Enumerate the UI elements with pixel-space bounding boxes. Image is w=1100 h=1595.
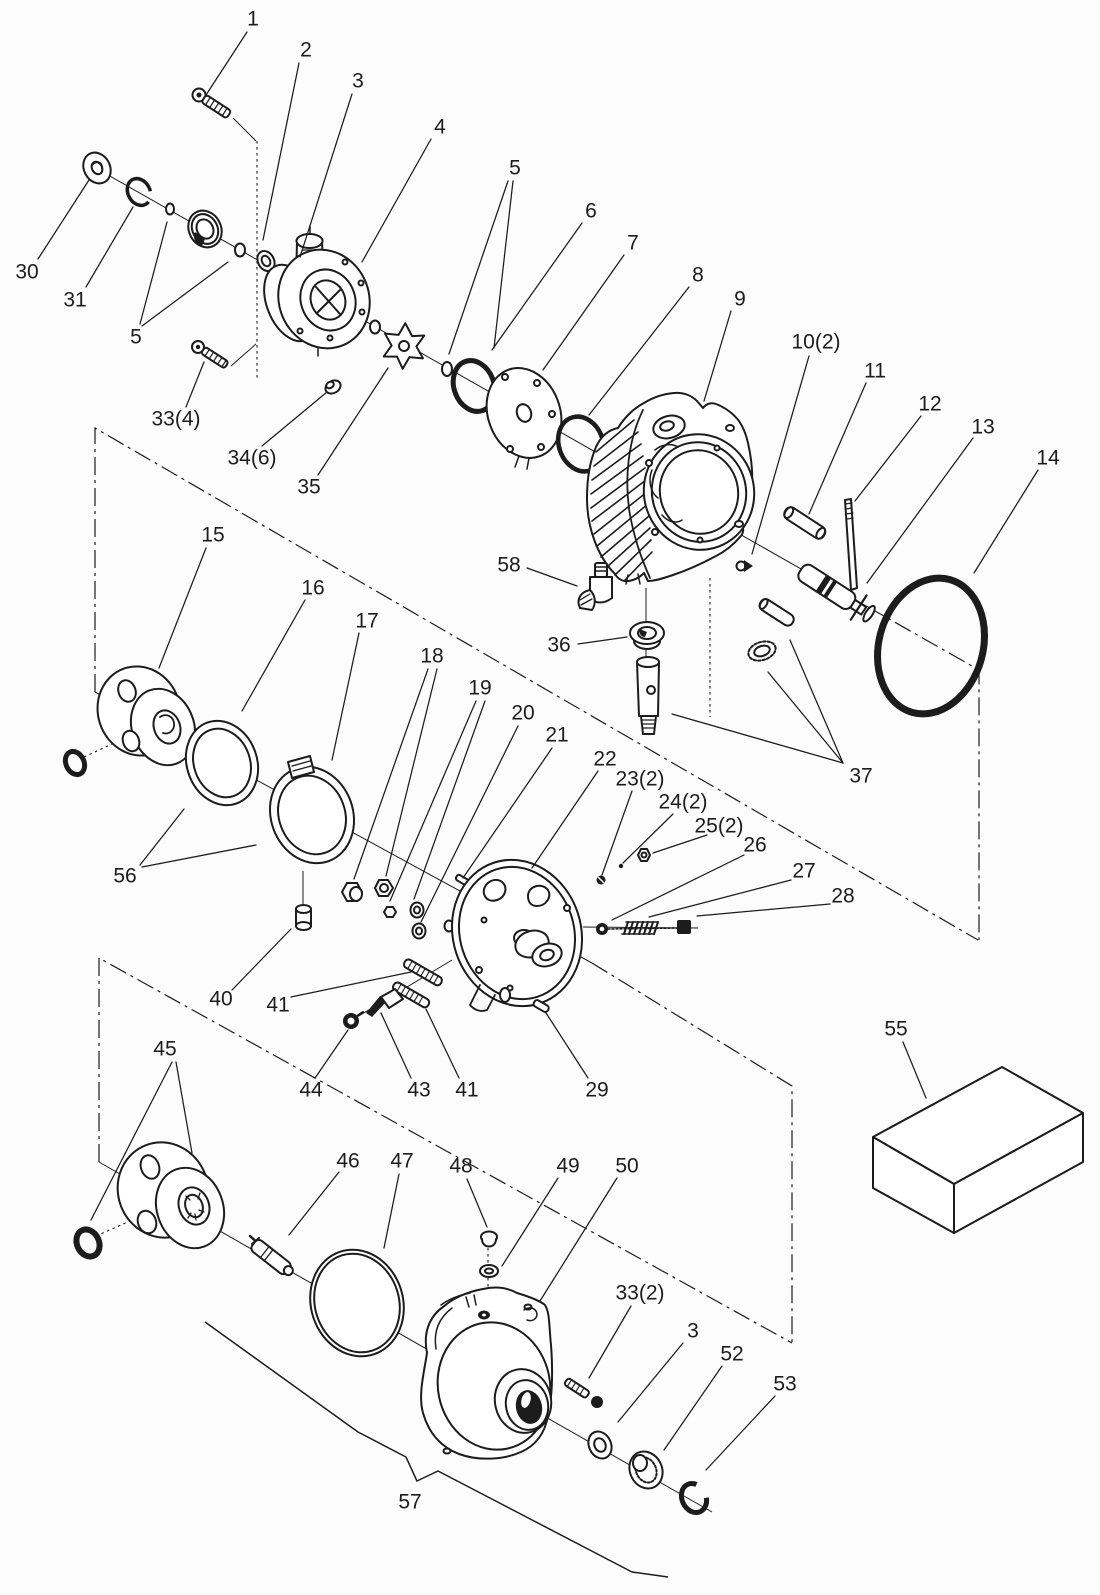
callout-8: 8 — [692, 263, 704, 287]
part-washer-37 — [746, 638, 778, 664]
part-hex-plug-18a — [342, 883, 362, 901]
part-bearing-2 — [182, 205, 228, 254]
leader-2 — [263, 63, 299, 240]
assembly-top — [78, 89, 1000, 735]
leader-37-2 — [790, 640, 843, 763]
callout-55: 55 — [884, 1017, 908, 1041]
callout-35: 35 — [297, 475, 321, 499]
part-plug-15a — [62, 748, 88, 777]
part-screw-33b — [564, 1378, 603, 1408]
callout-4: 4 — [434, 115, 446, 139]
callout-56: 56 — [113, 864, 137, 888]
dotted-line-3 — [84, 744, 112, 757]
callout-36: 36 — [547, 633, 571, 657]
leader-56-1 — [142, 845, 256, 867]
callout-24(2): 24(2) — [658, 790, 708, 814]
assembly-bottom — [72, 1130, 711, 1517]
leader-14 — [974, 470, 1038, 573]
part-rod-12 — [845, 499, 857, 590]
leader-15 — [159, 548, 206, 668]
leader-3 — [618, 1343, 683, 1422]
callout-7: 7 — [627, 231, 639, 255]
leader-29 — [546, 1013, 588, 1078]
leader-56 — [140, 809, 184, 865]
part-clamp-band-17 — [257, 755, 368, 875]
callout-3: 3 — [352, 69, 364, 93]
leader-25(2) — [653, 835, 707, 853]
leader-49 — [502, 1178, 558, 1266]
leader-58 — [527, 568, 577, 586]
leader-23(2) — [602, 791, 632, 875]
leader-37-1 — [768, 672, 843, 763]
callout-20: 20 — [511, 701, 535, 725]
leader-47 — [384, 1174, 399, 1248]
callout-44: 44 — [299, 1078, 323, 1102]
leader-5 — [140, 222, 167, 324]
part-plug-28 — [677, 920, 691, 934]
part-hex-bushing-18b — [375, 880, 393, 896]
callout-53: 53 — [773, 1372, 797, 1396]
part-pump-cover-4 — [254, 226, 385, 362]
callout-43: 43 — [407, 1078, 431, 1102]
callout-41: 41 — [455, 1078, 479, 1102]
leader-5-1 — [494, 181, 513, 348]
callout-23(2): 23(2) — [615, 767, 665, 791]
part-bearing-52 — [623, 1446, 668, 1494]
part-washer-19b — [411, 903, 424, 918]
part-ring-small-d — [442, 362, 452, 376]
callout-30: 30 — [15, 260, 39, 284]
callout-16: 16 — [301, 576, 325, 600]
callout-34(6): 34(6) — [227, 446, 277, 470]
leader-33(4) — [186, 362, 204, 407]
leader-46 — [289, 1172, 339, 1235]
part-plunger-37 — [637, 657, 659, 734]
leader-13 — [867, 438, 973, 583]
part-screw-33 — [192, 341, 229, 369]
part-bushing-40 — [296, 905, 311, 930]
leader-28 — [697, 904, 830, 916]
part-washer-3b — [584, 1428, 616, 1463]
callout-2: 2 — [300, 38, 312, 62]
callout-33(4): 33(4) — [151, 407, 201, 431]
leader-41 — [426, 1009, 459, 1078]
section-line-3 — [99, 958, 792, 1343]
part-bearing-36 — [630, 622, 664, 649]
part-nut-44 — [343, 1012, 363, 1029]
dotted-line-4 — [96, 1221, 130, 1236]
callout-21: 21 — [545, 723, 569, 747]
callout-48: 48 — [449, 1154, 473, 1178]
part-plug-10 — [737, 560, 754, 572]
leader-19-1 — [414, 701, 485, 899]
callout-6: 6 — [585, 199, 597, 223]
part-washer-30 — [78, 148, 116, 188]
callout-45: 45 — [153, 1037, 177, 1061]
leader-5 — [449, 181, 508, 354]
part-plug-45a — [72, 1226, 104, 1261]
part-washer-20 — [413, 924, 426, 939]
callout-5: 5 — [130, 325, 142, 349]
callout-15: 15 — [201, 523, 225, 547]
callout-27: 27 — [792, 859, 816, 883]
assembly-middle — [62, 655, 691, 1029]
part-housing-9 — [587, 393, 767, 584]
leader-36 — [578, 637, 627, 644]
callout-22: 22 — [593, 747, 617, 771]
leader-18 — [354, 669, 428, 879]
callout-17: 17 — [355, 609, 379, 633]
callout-28: 28 — [831, 884, 855, 908]
part-seal-ring-47 — [297, 1237, 418, 1368]
part-rear-cover-50 — [421, 1288, 562, 1461]
part-pin-10b — [757, 597, 795, 628]
leader-16 — [242, 600, 305, 711]
part-pin-11 — [782, 505, 828, 541]
leader-11 — [809, 383, 866, 514]
callout-11: 11 — [864, 359, 886, 383]
axis-line-6 — [231, 344, 256, 366]
callout-50: 50 — [615, 1154, 639, 1178]
leader-37 — [672, 714, 843, 763]
callout-33(2): 33(2) — [615, 1281, 665, 1305]
leader-9 — [704, 311, 731, 401]
part-snap-ring-53 — [677, 1479, 711, 1516]
part-screw-23 — [597, 876, 606, 885]
leader-26 — [612, 855, 744, 920]
callout-18: 18 — [420, 644, 444, 668]
callout-47: 47 — [390, 1149, 414, 1173]
leader-31 — [86, 207, 133, 287]
leader-19 — [390, 701, 476, 901]
callout-40: 40 — [209, 987, 233, 1011]
leader-53 — [706, 1396, 775, 1470]
part-plug-48 — [481, 1232, 497, 1247]
part-ring-31 — [123, 174, 156, 209]
part-nut-19a — [384, 907, 396, 917]
part-gerotor-35 — [378, 320, 430, 372]
leader-12 — [855, 416, 921, 501]
leader-48 — [467, 1179, 487, 1227]
part-ring-small-b — [235, 244, 245, 257]
section-line-1 — [868, 607, 979, 940]
leader-43 — [381, 1013, 411, 1078]
part-shaft-46 — [249, 1236, 296, 1279]
leader-55 — [903, 1042, 926, 1098]
callout-37: 37 — [849, 764, 873, 788]
part-nut-25 — [638, 849, 650, 861]
leader-7 — [543, 255, 624, 370]
part-screw-1 — [193, 89, 232, 119]
callout-49: 49 — [556, 1154, 580, 1178]
leader-45-1 — [176, 1062, 192, 1153]
callout-13: 13 — [971, 415, 995, 439]
part-ball-24 — [619, 864, 623, 868]
leader-34(6) — [262, 392, 327, 446]
callout-14: 14 — [1036, 446, 1060, 470]
leader-4 — [362, 139, 431, 262]
part-seal-kit-box-55 — [873, 1067, 1083, 1233]
callout-26: 26 — [743, 833, 767, 857]
axis-line-5 — [233, 118, 256, 141]
leader-22 — [532, 771, 598, 868]
callout-19: 19 — [468, 676, 492, 700]
callout-46: 46 — [336, 1149, 360, 1173]
leader-5-1 — [142, 262, 228, 326]
part-elbow-fitting-58 — [578, 563, 612, 610]
callout-41: 41 — [266, 993, 290, 1017]
callout-10(2): 10(2) — [791, 330, 841, 354]
part-shaft-13 — [793, 558, 880, 628]
leader-33(2) — [589, 1306, 631, 1378]
callout-31: 31 — [63, 288, 87, 312]
leader-30 — [38, 180, 89, 259]
callout-52: 52 — [720, 1342, 744, 1366]
callout-12: 12 — [918, 392, 942, 416]
part-ring-small-c — [370, 321, 380, 334]
callout-9: 9 — [734, 287, 746, 311]
callout-29: 29 — [585, 1078, 609, 1102]
part-valve-plate-22 — [433, 843, 600, 1023]
leader-44 — [315, 1030, 348, 1078]
callout-58: 58 — [497, 553, 521, 577]
part-seat-26 — [596, 923, 608, 935]
part-washer-49 — [480, 1265, 498, 1277]
thread-line-26-28 — [608, 928, 678, 929]
leader-52 — [664, 1366, 722, 1450]
part-cylinder-block-45 — [104, 1130, 235, 1258]
callout-25(2): 25(2) — [694, 814, 744, 838]
leader-27 — [649, 880, 791, 917]
leader-1 — [206, 32, 247, 95]
leader-3 — [300, 94, 352, 257]
callout-1: 1 — [247, 7, 259, 31]
callout-3: 3 — [687, 1319, 699, 1343]
part-set-screw-43 — [366, 989, 403, 1017]
leader-17 — [332, 633, 359, 760]
part-ring-small-a — [166, 204, 174, 215]
leader-18-1 — [386, 669, 437, 876]
leader-40 — [232, 929, 291, 990]
callout-57: 57 — [398, 1490, 422, 1514]
callout-5: 5 — [509, 156, 521, 180]
